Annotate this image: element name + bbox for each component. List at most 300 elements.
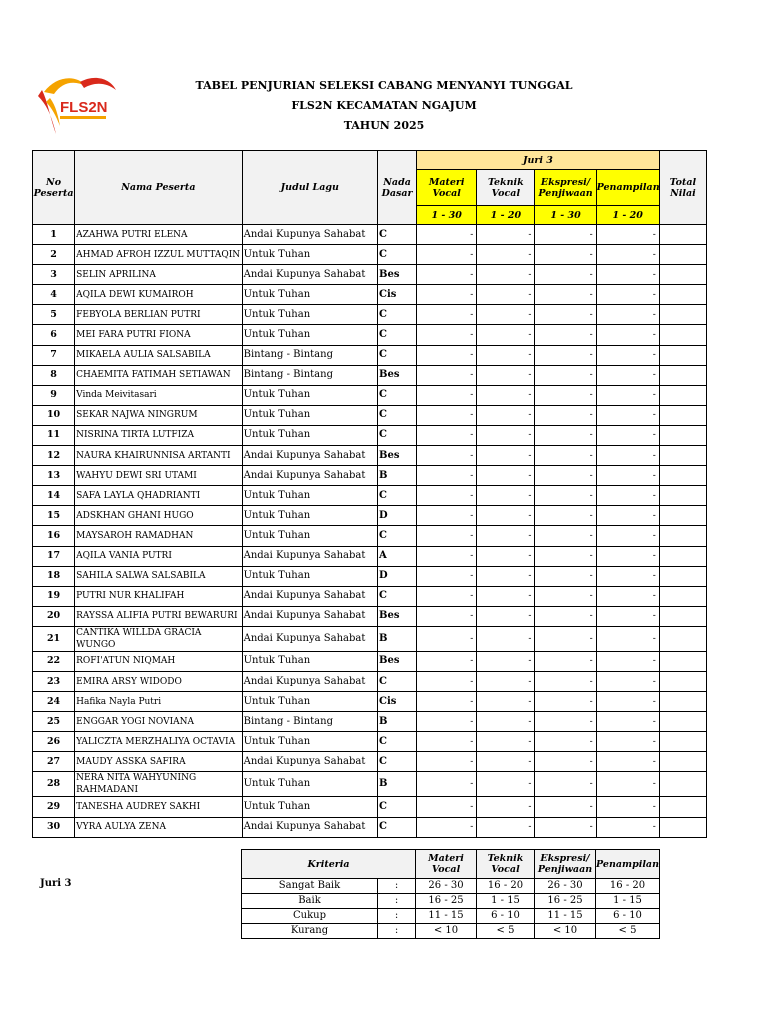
score-ekspresi: - bbox=[535, 752, 596, 772]
criteria-value: 6 - 10 bbox=[477, 909, 535, 924]
song-title: Untuk Tuhan bbox=[242, 486, 377, 506]
key-note: Bes bbox=[378, 365, 417, 385]
song-title: Andai Kupunya Sahabat bbox=[242, 586, 377, 606]
score-materi: - bbox=[417, 285, 477, 305]
table-row bbox=[33, 546, 707, 566]
score-materi: - bbox=[417, 671, 477, 691]
participant-name: AZAHWA PUTRI ELENA bbox=[75, 225, 242, 245]
criteria-label: Sangat Baik bbox=[242, 879, 378, 894]
song-title: Bintang - Bintang bbox=[242, 345, 377, 365]
score-penampilan: - bbox=[596, 446, 659, 466]
score-total bbox=[659, 586, 706, 606]
score-materi: - bbox=[417, 817, 477, 837]
score-materi: - bbox=[417, 752, 477, 772]
participant-name: SAHILA SALWA SALSABILA bbox=[75, 566, 242, 586]
score-total bbox=[659, 626, 706, 651]
participant-no: 1 bbox=[33, 225, 75, 245]
criteria-label: Kurang bbox=[242, 924, 378, 939]
score-materi: - bbox=[417, 732, 477, 752]
criteria-separator: : bbox=[378, 924, 416, 939]
key-note: Cis bbox=[378, 285, 417, 305]
criteria-value: 16 - 25 bbox=[416, 894, 477, 909]
score-total bbox=[659, 325, 706, 345]
score-materi: - bbox=[417, 486, 477, 506]
score-penampilan: - bbox=[596, 285, 659, 305]
score-penampilan: - bbox=[596, 526, 659, 546]
score-materi: - bbox=[417, 546, 477, 566]
participant-name: AQILA VANIA PUTRI bbox=[75, 546, 242, 566]
range-ekspresi: 1 - 30 bbox=[535, 206, 596, 225]
participant-no: 11 bbox=[33, 425, 75, 445]
table-row bbox=[33, 365, 707, 385]
participant-no: 28 bbox=[33, 772, 75, 797]
score-penampilan: - bbox=[596, 606, 659, 626]
score-penampilan: - bbox=[596, 405, 659, 425]
header-total: Total Nilai bbox=[659, 151, 706, 225]
table-row bbox=[33, 752, 707, 772]
participant-name: WAHYU DEWI SRI UTAMI bbox=[75, 466, 242, 486]
criteria-separator: : bbox=[378, 909, 416, 924]
score-teknik: - bbox=[477, 526, 535, 546]
score-teknik: - bbox=[477, 225, 535, 245]
key-note: C bbox=[378, 526, 417, 546]
score-teknik: - bbox=[477, 385, 535, 405]
score-penampilan: - bbox=[596, 772, 659, 797]
criteria-value: 11 - 15 bbox=[416, 909, 477, 924]
score-materi: - bbox=[417, 245, 477, 265]
participant-no: 24 bbox=[33, 692, 75, 712]
criteria-col-materi: Materi Vocal bbox=[416, 850, 477, 879]
criteria-value: 16 - 20 bbox=[477, 879, 535, 894]
song-title: Andai Kupunya Sahabat bbox=[242, 265, 377, 285]
score-materi: - bbox=[417, 466, 477, 486]
score-total bbox=[659, 365, 706, 385]
score-total bbox=[659, 526, 706, 546]
song-title: Andai Kupunya Sahabat bbox=[242, 626, 377, 651]
score-materi: - bbox=[417, 712, 477, 732]
header-ekspresi: Ekspresi/ Penjiwaan bbox=[535, 170, 596, 206]
song-title: Untuk Tuhan bbox=[242, 772, 377, 797]
song-title: Untuk Tuhan bbox=[242, 325, 377, 345]
participant-no: 29 bbox=[33, 797, 75, 817]
score-teknik: - bbox=[477, 506, 535, 526]
score-ekspresi: - bbox=[535, 797, 596, 817]
score-total bbox=[659, 817, 706, 837]
score-ekspresi: - bbox=[535, 671, 596, 691]
criteria-table bbox=[241, 849, 660, 939]
score-penampilan: - bbox=[596, 712, 659, 732]
score-teknik: - bbox=[477, 466, 535, 486]
score-ekspresi: - bbox=[535, 732, 596, 752]
participant-no: 15 bbox=[33, 506, 75, 526]
table-row bbox=[33, 225, 707, 245]
table-row bbox=[33, 797, 707, 817]
criteria-value: 6 - 10 bbox=[596, 909, 660, 924]
score-teknik: - bbox=[477, 365, 535, 385]
score-total bbox=[659, 732, 706, 752]
score-penampilan: - bbox=[596, 385, 659, 405]
score-total bbox=[659, 285, 706, 305]
participant-name: SEKAR NAJWA NINGRUM bbox=[75, 405, 242, 425]
participant-name: MEI FARA PUTRI FIONA bbox=[75, 325, 242, 345]
participant-name: NAURA KHAIRUNNISA ARTANTI bbox=[75, 446, 242, 466]
score-teknik: - bbox=[477, 405, 535, 425]
score-total bbox=[659, 671, 706, 691]
score-ekspresi: - bbox=[535, 385, 596, 405]
score-teknik: - bbox=[477, 305, 535, 325]
key-note: C bbox=[378, 752, 417, 772]
score-ekspresi: - bbox=[535, 692, 596, 712]
key-note: C bbox=[378, 305, 417, 325]
song-title: Untuk Tuhan bbox=[242, 526, 377, 546]
table-row bbox=[33, 606, 707, 626]
score-teknik: - bbox=[477, 425, 535, 445]
participant-name: RAYSSA ALIFIA PUTRI BEWARURI bbox=[75, 606, 242, 626]
criteria-value: < 5 bbox=[596, 924, 660, 939]
score-teknik: - bbox=[477, 671, 535, 691]
table-row bbox=[33, 566, 707, 586]
score-ekspresi: - bbox=[535, 486, 596, 506]
participant-name: TANESHA AUDREY SAKHI bbox=[75, 797, 242, 817]
score-materi: - bbox=[417, 606, 477, 626]
criteria-col-teknik: Teknik Vocal bbox=[477, 850, 535, 879]
song-title: Untuk Tuhan bbox=[242, 506, 377, 526]
table-row bbox=[33, 245, 707, 265]
participant-no: 18 bbox=[33, 566, 75, 586]
song-title: Bintang - Bintang bbox=[242, 365, 377, 385]
score-materi: - bbox=[417, 385, 477, 405]
score-ekspresi: - bbox=[535, 446, 596, 466]
title-line-2: FLS2N KECAMATAN NGAJUM bbox=[291, 99, 477, 112]
participant-no: 5 bbox=[33, 305, 75, 325]
score-ekspresi: - bbox=[535, 586, 596, 606]
score-ekspresi: - bbox=[535, 546, 596, 566]
key-note: B bbox=[378, 466, 417, 486]
score-materi: - bbox=[417, 692, 477, 712]
score-total bbox=[659, 405, 706, 425]
table-row bbox=[33, 626, 707, 651]
score-ekspresi: - bbox=[535, 651, 596, 671]
key-note: C bbox=[378, 817, 417, 837]
criteria-separator: : bbox=[378, 879, 416, 894]
participant-no: 9 bbox=[33, 385, 75, 405]
score-materi: - bbox=[417, 345, 477, 365]
score-total bbox=[659, 225, 706, 245]
score-teknik: - bbox=[477, 732, 535, 752]
score-ekspresi: - bbox=[535, 566, 596, 586]
score-penampilan: - bbox=[596, 651, 659, 671]
score-total bbox=[659, 692, 706, 712]
criteria-value: < 10 bbox=[416, 924, 477, 939]
score-teknik: - bbox=[477, 486, 535, 506]
table-row bbox=[33, 671, 707, 691]
criteria-value: 16 - 25 bbox=[535, 894, 596, 909]
score-materi: - bbox=[417, 405, 477, 425]
score-teknik: - bbox=[477, 772, 535, 797]
criteria-value: 26 - 30 bbox=[416, 879, 477, 894]
participant-no: 23 bbox=[33, 671, 75, 691]
score-materi: - bbox=[417, 797, 477, 817]
score-materi: - bbox=[417, 566, 477, 586]
participant-name: NISRINA TIRTA LUTFIZA bbox=[75, 425, 242, 445]
score-penampilan: - bbox=[596, 425, 659, 445]
key-note: C bbox=[378, 732, 417, 752]
table-row bbox=[33, 586, 707, 606]
score-materi: - bbox=[417, 265, 477, 285]
score-teknik: - bbox=[477, 606, 535, 626]
key-note: C bbox=[378, 797, 417, 817]
participant-no: 21 bbox=[33, 626, 75, 651]
score-ekspresi: - bbox=[535, 712, 596, 732]
participant-name: Vinda Meivitasari bbox=[75, 385, 242, 405]
participant-no: 3 bbox=[33, 265, 75, 285]
score-penampilan: - bbox=[596, 546, 659, 566]
participant-no: 6 bbox=[33, 325, 75, 345]
header-juri: Juri 3 bbox=[417, 151, 660, 170]
table-row bbox=[33, 446, 707, 466]
score-ekspresi: - bbox=[535, 606, 596, 626]
score-ekspresi: - bbox=[535, 225, 596, 245]
score-ekspresi: - bbox=[535, 425, 596, 445]
criteria-value: 11 - 15 bbox=[535, 909, 596, 924]
participant-no: 26 bbox=[33, 732, 75, 752]
song-title: Untuk Tuhan bbox=[242, 732, 377, 752]
table-row bbox=[33, 285, 707, 305]
score-teknik: - bbox=[477, 692, 535, 712]
score-total bbox=[659, 265, 706, 285]
score-total bbox=[659, 566, 706, 586]
participant-name: NERA NITA WAHYUNING RAHMADANI bbox=[75, 772, 242, 797]
participant-no: 14 bbox=[33, 486, 75, 506]
score-penampilan: - bbox=[596, 566, 659, 586]
key-note: C bbox=[378, 405, 417, 425]
participant-no: 27 bbox=[33, 752, 75, 772]
song-title: Andai Kupunya Sahabat bbox=[242, 817, 377, 837]
score-penampilan: - bbox=[596, 466, 659, 486]
score-materi: - bbox=[417, 526, 477, 546]
song-title: Untuk Tuhan bbox=[242, 797, 377, 817]
score-teknik: - bbox=[477, 817, 535, 837]
song-title: Andai Kupunya Sahabat bbox=[242, 225, 377, 245]
range-penampilan: 1 - 20 bbox=[596, 206, 659, 225]
header-materi: Materi Vocal bbox=[417, 170, 477, 206]
table-row bbox=[33, 405, 707, 425]
criteria-juri-label: Juri 3 bbox=[40, 878, 72, 889]
criteria-header: Kriteria bbox=[242, 850, 416, 879]
key-note: C bbox=[378, 225, 417, 245]
criteria-row bbox=[242, 894, 660, 909]
key-note: B bbox=[378, 626, 417, 651]
participant-name: YALICZTA MERZHALIYA OCTAVIA bbox=[75, 732, 242, 752]
song-title: Untuk Tuhan bbox=[242, 405, 377, 425]
table-row bbox=[33, 651, 707, 671]
table-row bbox=[33, 466, 707, 486]
criteria-row bbox=[242, 924, 660, 939]
range-teknik: 1 - 20 bbox=[477, 206, 535, 225]
score-total bbox=[659, 546, 706, 566]
key-note: C bbox=[378, 325, 417, 345]
participant-no: 7 bbox=[33, 345, 75, 365]
header-judul: Judul Lagu bbox=[242, 151, 377, 225]
song-title: Untuk Tuhan bbox=[242, 566, 377, 586]
score-teknik: - bbox=[477, 245, 535, 265]
score-ekspresi: - bbox=[535, 506, 596, 526]
score-ekspresi: - bbox=[535, 265, 596, 285]
header-nama: Nama Peserta bbox=[75, 151, 242, 225]
score-total bbox=[659, 606, 706, 626]
table-row bbox=[33, 732, 707, 752]
participant-name: FEBYOLA BERLIAN PUTRI bbox=[75, 305, 242, 325]
score-total bbox=[659, 305, 706, 325]
score-total bbox=[659, 446, 706, 466]
participant-name: Hafika Nayla Putri bbox=[75, 692, 242, 712]
score-ekspresi: - bbox=[535, 772, 596, 797]
score-penampilan: - bbox=[596, 506, 659, 526]
title-line-1: TABEL PENJURIAN SELEKSI CABANG MENYANYI TUNGGAL bbox=[195, 79, 573, 92]
score-teknik: - bbox=[477, 626, 535, 651]
criteria-label: Baik bbox=[242, 894, 378, 909]
score-penampilan: - bbox=[596, 305, 659, 325]
key-note: Bes bbox=[378, 265, 417, 285]
table-row bbox=[33, 305, 707, 325]
key-note: C bbox=[378, 486, 417, 506]
score-teknik: - bbox=[477, 265, 535, 285]
participant-no: 13 bbox=[33, 466, 75, 486]
participant-no: 10 bbox=[33, 405, 75, 425]
score-ekspresi: - bbox=[535, 245, 596, 265]
score-ekspresi: - bbox=[535, 405, 596, 425]
score-materi: - bbox=[417, 225, 477, 245]
participant-name: ADSKHAN GHANI HUGO bbox=[75, 506, 242, 526]
song-title: Untuk Tuhan bbox=[242, 385, 377, 405]
participant-name: CHAEMITA FATIMAH SETIAWAN bbox=[75, 365, 242, 385]
score-total bbox=[659, 385, 706, 405]
score-total bbox=[659, 772, 706, 797]
song-title: Andai Kupunya Sahabat bbox=[242, 752, 377, 772]
score-total bbox=[659, 752, 706, 772]
title-line-3: TAHUN 2025 bbox=[343, 119, 425, 132]
score-penampilan: - bbox=[596, 626, 659, 651]
criteria-value: < 10 bbox=[535, 924, 596, 939]
score-ekspresi: - bbox=[535, 817, 596, 837]
key-note: Cis bbox=[378, 692, 417, 712]
score-teknik: - bbox=[477, 285, 535, 305]
participant-name: MIKAELA AULIA SALSABILA bbox=[75, 345, 242, 365]
key-note: C bbox=[378, 245, 417, 265]
participant-no: 17 bbox=[33, 546, 75, 566]
score-penampilan: - bbox=[596, 265, 659, 285]
score-teknik: - bbox=[477, 325, 535, 345]
score-total bbox=[659, 712, 706, 732]
key-note: C bbox=[378, 345, 417, 365]
participant-no: 16 bbox=[33, 526, 75, 546]
song-title: Andai Kupunya Sahabat bbox=[242, 606, 377, 626]
score-ekspresi: - bbox=[535, 345, 596, 365]
key-note: Bes bbox=[378, 606, 417, 626]
range-materi: 1 - 30 bbox=[417, 206, 477, 225]
key-note: B bbox=[378, 772, 417, 797]
score-teknik: - bbox=[477, 345, 535, 365]
song-title: Andai Kupunya Sahabat bbox=[242, 446, 377, 466]
key-note: C bbox=[378, 586, 417, 606]
participant-no: 4 bbox=[33, 285, 75, 305]
criteria-value: 1 - 15 bbox=[596, 894, 660, 909]
score-teknik: - bbox=[477, 446, 535, 466]
song-title: Andai Kupunya Sahabat bbox=[242, 546, 377, 566]
criteria-value: < 5 bbox=[477, 924, 535, 939]
score-total bbox=[659, 245, 706, 265]
table-row bbox=[33, 712, 707, 732]
participant-name: ROFI'ATUN NIQMAH bbox=[75, 651, 242, 671]
key-note: C bbox=[378, 671, 417, 691]
score-penampilan: - bbox=[596, 671, 659, 691]
logo-text: FLS2N bbox=[60, 99, 108, 116]
score-penampilan: - bbox=[596, 245, 659, 265]
score-ekspresi: - bbox=[535, 285, 596, 305]
score-teknik: - bbox=[477, 546, 535, 566]
score-teknik: - bbox=[477, 797, 535, 817]
score-ekspresi: - bbox=[535, 626, 596, 651]
song-title: Untuk Tuhan bbox=[242, 651, 377, 671]
score-total bbox=[659, 797, 706, 817]
key-note: C bbox=[378, 385, 417, 405]
score-materi: - bbox=[417, 446, 477, 466]
song-title: Andai Kupunya Sahabat bbox=[242, 671, 377, 691]
table-row bbox=[33, 425, 707, 445]
score-teknik: - bbox=[477, 712, 535, 732]
score-penampilan: - bbox=[596, 586, 659, 606]
score-ekspresi: - bbox=[535, 305, 596, 325]
score-teknik: - bbox=[477, 651, 535, 671]
score-ekspresi: - bbox=[535, 365, 596, 385]
participant-name: SELIN APRILINA bbox=[75, 265, 242, 285]
criteria-label: Cukup bbox=[242, 909, 378, 924]
score-materi: - bbox=[417, 305, 477, 325]
score-penampilan: - bbox=[596, 325, 659, 345]
criteria-value: 16 - 20 bbox=[596, 879, 660, 894]
participant-name: VYRA AULYA ZENA bbox=[75, 817, 242, 837]
criteria-col-penampilan: Penampilan bbox=[596, 850, 660, 879]
header-penampilan: Penampilan bbox=[596, 170, 659, 206]
table-row bbox=[33, 345, 707, 365]
score-materi: - bbox=[417, 586, 477, 606]
header-teknik: Teknik Vocal bbox=[477, 170, 535, 206]
score-ekspresi: - bbox=[535, 325, 596, 345]
participant-name: EMIRA ARSY WIDODO bbox=[75, 671, 242, 691]
score-materi: - bbox=[417, 626, 477, 651]
participant-name: SAFA LAYLA QHADRIANTI bbox=[75, 486, 242, 506]
header-nada: Nada Dasar bbox=[378, 151, 417, 225]
score-materi: - bbox=[417, 772, 477, 797]
key-note: C bbox=[378, 425, 417, 445]
score-penampilan: - bbox=[596, 225, 659, 245]
song-title: Untuk Tuhan bbox=[242, 305, 377, 325]
key-note: Bes bbox=[378, 651, 417, 671]
participant-no: 22 bbox=[33, 651, 75, 671]
table-row bbox=[33, 692, 707, 712]
song-title: Bintang - Bintang bbox=[242, 712, 377, 732]
participant-no: 2 bbox=[33, 245, 75, 265]
score-materi: - bbox=[417, 425, 477, 445]
score-teknik: - bbox=[477, 586, 535, 606]
score-penampilan: - bbox=[596, 732, 659, 752]
header-no: No Peserta bbox=[33, 151, 75, 225]
criteria-row bbox=[242, 909, 660, 924]
participant-no: 19 bbox=[33, 586, 75, 606]
participant-name: AHMAD AFROH IZZUL MUTTAQIN bbox=[75, 245, 242, 265]
table-row bbox=[33, 817, 707, 837]
table-row bbox=[33, 772, 707, 797]
